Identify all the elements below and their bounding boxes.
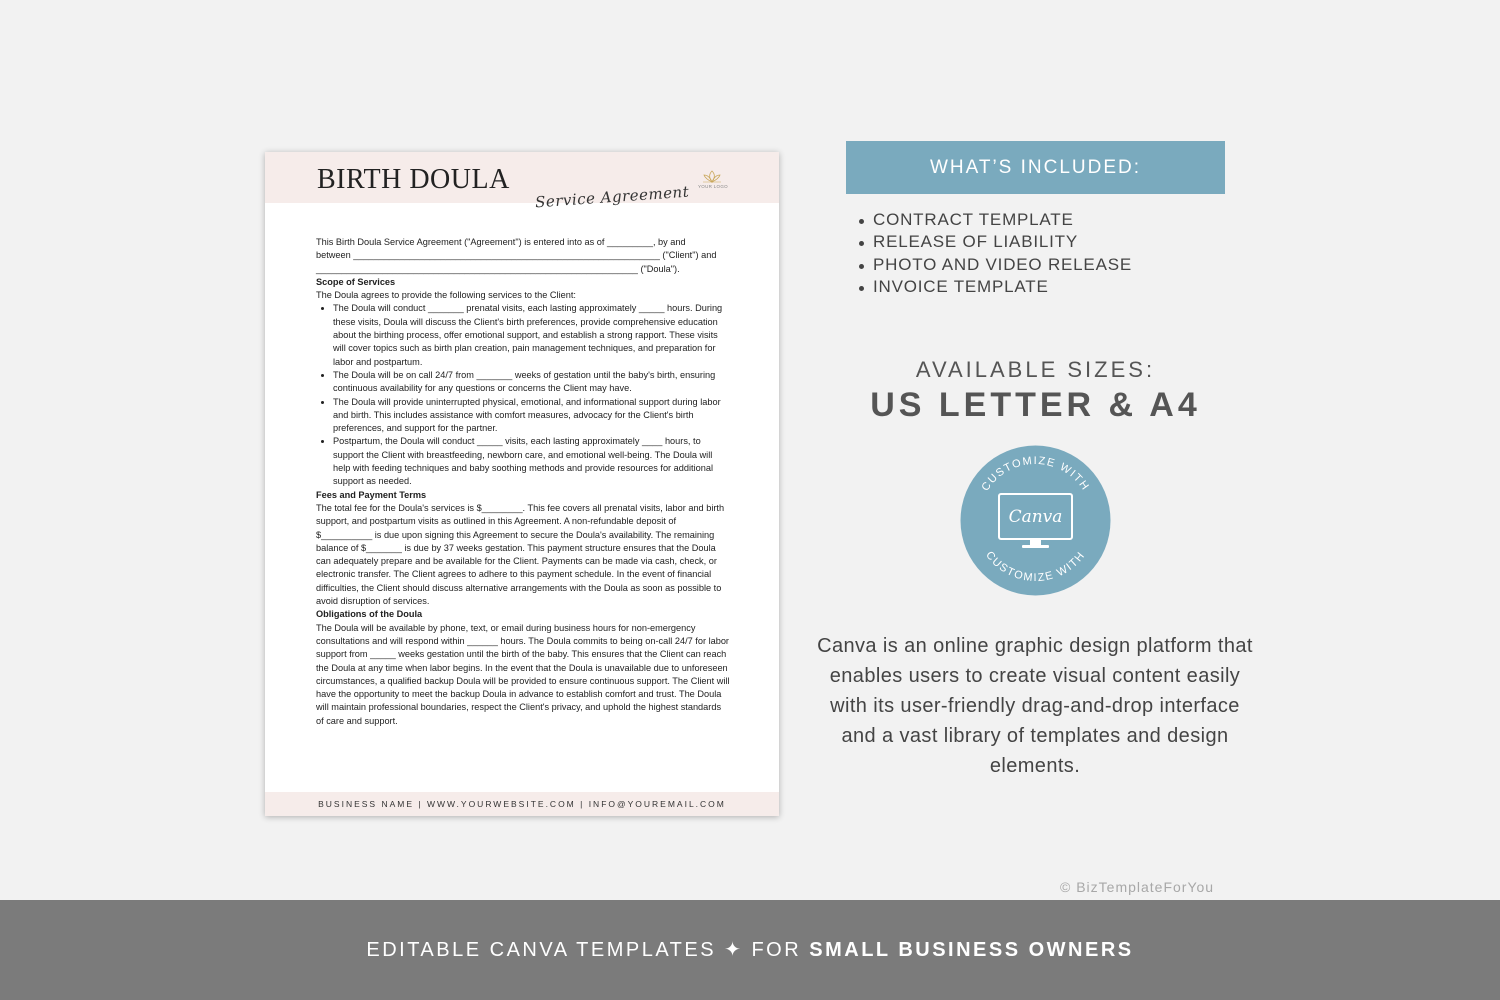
list-item: • The Doula will be on call 24/7 from _______ weeks of gestation until the baby's birth, ensuring continuous availability for any questions or concerns the Client may have. [333, 369, 730, 396]
copyright: © BizTemplateForYou [1060, 879, 1215, 895]
scope-list [316, 302, 730, 488]
document-body [316, 236, 730, 728]
included-heading: WHAT’S INCLUDED: [846, 141, 1225, 194]
section-heading-fees: Fees and Payment Terms [316, 489, 427, 500]
included-item: CONTRACT TEMPLATE [873, 209, 1132, 231]
logo-placeholder [698, 170, 726, 189]
document-title: BIRTH DOULA [317, 164, 510, 195]
logo-text: YOUR LOGO [698, 184, 728, 189]
canva-badge-graphic [960, 445, 1111, 596]
bottom-banner [0, 900, 1500, 1000]
included-list [873, 209, 1132, 298]
section-text-fees: The total fee for the Doula's services is $________. This fee covers all prenatal visits, labor and birth support, and postpartum visits as outlined in this Agreement. A non-refundable deposit of $__________ is due upon signing this Agreement to secure the Doula's availability. The remaining balance of $_______ is due by 37 weeks gestation. This payment structure ensures that the Doula can adequately prepare and be available for the Client. Payments can be made via cash, check, or electronic transfer. The Client agrees to adhere to this payment schedule. In the event of financial difficulties, the Client should discuss alternative arrangements with the Doula as soon as possible to avoid disruption of services. [316, 502, 725, 607]
sparkle-icon: ✦ [724, 939, 744, 961]
section-heading-obligations: Obligations of the Doula [316, 609, 423, 620]
intro-line: This Birth Doula Service Agreement ("Agreement") is entered into as of _________, by and [316, 237, 686, 247]
section-heading-scope: Scope of Services [316, 276, 396, 287]
canva-badge [960, 445, 1111, 596]
list-item: • The Doula will provide uninterrupted physical, emotional, and informational support during labor and birth. This includes assistance with comfort measures, advocacy for the Client's birth preferences, and support for the partner. [333, 396, 730, 436]
document-subtitle: Service Agreement [534, 182, 690, 212]
list-item: • Postpartum, the Doula will conduct _____ visits, each lasting approximately ____ hours, to support the Client with breastfeeding, newborn care, and emotional well-being. The Doula will help with feeding techniques and baby soothing methods and provide resources for additional support as needed. [333, 435, 730, 488]
section-lead: The Doula agrees to provide the following services to the Client: [316, 290, 576, 301]
banner-text-part1: EDITABLE CANVA TEMPLATES [366, 939, 717, 961]
badge-ring-text-top: CUSTOMIZE WITH [979, 454, 1092, 494]
list-item: • The Doula will conduct _______ prenatal visits, each lasting approximately _____ hours. During these visits, Doula will discuss the Client's birth preferences, provide comprehensive education about the birthing process, offer emotional support, and establish a strong rapport. These visits will cover topics such as birth plan creation, pain management techniques, and preparation for labor and postpartum. [333, 302, 730, 368]
banner-text-part3: SMALL BUSINESS OWNERS [809, 939, 1134, 961]
sizes-label: AVAILABLE SIZES: [915, 357, 1156, 382]
included-item: PHOTO AND VIDEO RELEASE [873, 254, 1132, 276]
document-preview [265, 152, 779, 816]
section-text-obligations: The Doula will be available by phone, text, or email during business hours for non-emergency consultations and will respond within ______ hours. The Doula commits to being on-call 24/7 for labor support from _____ weeks gestation until the birth of the baby. This ensures that the Client can reach the Doula at any time when labor begins. In the event that the Doula is unavailable due to unforeseen circumstances, a qualified backup Doula will be provided to ensure continuous support. The Client will have the opportunity to meet the backup Doula in advance to establish comfort and trust. The Doula will maintain professional boundaries, respect the Client's privacy, and uphold the highest standards of care and support. [316, 622, 730, 726]
lotus-icon [702, 170, 722, 184]
sizes-value: US LETTER & A4 [870, 386, 1201, 424]
document-footer: BUSINESS NAME | WWW.YOURWEBSITE.COM | INFO@YOUREMAIL.COM [265, 792, 779, 816]
banner-text-part2: FOR [751, 939, 802, 961]
document-header [265, 152, 779, 212]
included-item: RELEASE OF LIABILITY [873, 231, 1132, 253]
included-item: INVOICE TEMPLATE [873, 276, 1132, 298]
intro-line: _______________________________________________________________ ("Doula"). [316, 263, 680, 274]
canva-description: Canva is an online graphic design platform that enables users to create visual content easily with its user-friendly drag-and-drop interface and a vast library of templates and design elements. [817, 635, 1253, 777]
badge-ring-text-bottom: CUSTOMIZE WITH [983, 549, 1088, 585]
badge-screen-text: Canva [1008, 507, 1063, 527]
intro-line: between ____________________________________________________________ ("Client") and [316, 250, 717, 261]
